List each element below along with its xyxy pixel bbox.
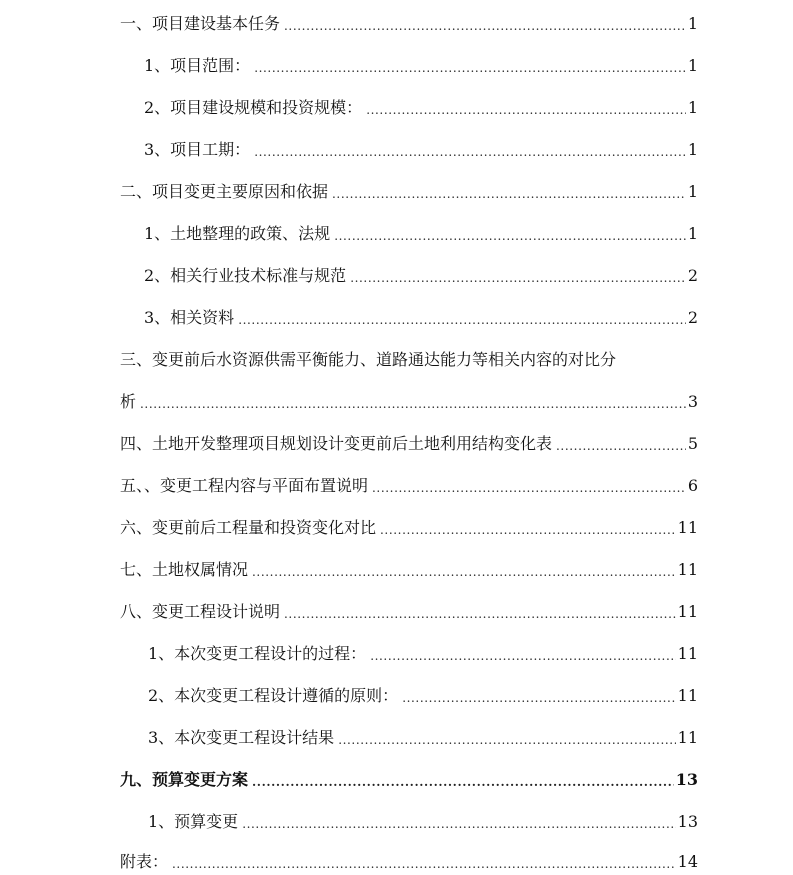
toc-entry-page: 6 bbox=[687, 476, 698, 495]
toc-entry-page: 1 bbox=[687, 98, 698, 117]
toc-entry-title: 3、本次变更工程设计结果 bbox=[148, 728, 335, 747]
toc-leader-dots bbox=[140, 394, 686, 412]
toc-entry-page: 11 bbox=[677, 644, 698, 663]
toc-leader-dots bbox=[252, 562, 676, 580]
toc-leader-dots bbox=[334, 226, 686, 244]
toc-entry-3-line1[interactable] bbox=[120, 342, 698, 370]
toc-entry-title: 八、变更工程设计说明 bbox=[120, 602, 281, 621]
toc-entry-page: 1 bbox=[687, 56, 698, 75]
toc-entry-9-1[interactable] bbox=[148, 804, 698, 832]
toc-entry-page: 1 bbox=[687, 14, 698, 33]
toc-leader-dots bbox=[254, 58, 686, 76]
toc-leader-dots bbox=[242, 814, 675, 832]
toc-entry-title: 五、、变更工程内容与平面布置说明 bbox=[120, 476, 369, 495]
toc-entry-page: 13 bbox=[677, 812, 698, 831]
toc-entry-title: 一、项目建设基本任务 bbox=[120, 14, 281, 33]
toc-entry-5[interactable] bbox=[120, 468, 698, 496]
toc-entry-title: 2、相关行业技术标准与规范 bbox=[144, 266, 347, 285]
toc-entry-title: 1、土地整理的政策、法规 bbox=[144, 224, 331, 243]
toc-entry-appendix[interactable] bbox=[120, 844, 698, 872]
toc-leader-dots bbox=[350, 268, 686, 286]
toc-entry-page: 11 bbox=[677, 560, 698, 579]
toc-entry-page: 11 bbox=[677, 518, 698, 537]
toc-entry-title: 1、项目范围： bbox=[144, 56, 251, 75]
toc-entry-page: 2 bbox=[687, 266, 698, 285]
toc-entry-title: 3、项目工期： bbox=[144, 140, 251, 159]
toc-entry-page: 3 bbox=[687, 392, 698, 411]
toc-entry-2[interactable] bbox=[120, 174, 698, 202]
toc-entry-1-3[interactable] bbox=[144, 132, 698, 160]
toc-entry-1-2[interactable] bbox=[144, 90, 698, 118]
toc-entry-page: 11 bbox=[677, 602, 698, 621]
toc-entry-7[interactable] bbox=[120, 552, 698, 580]
toc-entry-1[interactable] bbox=[120, 6, 698, 34]
toc-entry-2-1[interactable] bbox=[144, 216, 698, 244]
toc-entry-8[interactable] bbox=[120, 594, 698, 622]
toc-entry-title: 1、本次变更工程设计的过程： bbox=[148, 644, 367, 663]
toc-entry-title: 七、土地权属情况 bbox=[120, 560, 249, 579]
toc-entry-title: 九、预算变更方案 bbox=[120, 770, 249, 789]
toc-entry-3-line2[interactable] bbox=[120, 384, 698, 412]
toc-entry-title: 三、变更前后水资源供需平衡能力、道路通达能力等相关内容的对比分 bbox=[120, 350, 617, 369]
toc-entry-title: 1、预算变更 bbox=[148, 812, 239, 831]
toc-leader-dots bbox=[332, 184, 686, 202]
toc-entry-title-continued: 析 bbox=[120, 392, 137, 411]
toc-entry-page: 1 bbox=[687, 224, 698, 243]
toc-leader-dots bbox=[366, 100, 686, 118]
toc-entry-page: 2 bbox=[687, 308, 698, 327]
toc-leader-dots bbox=[172, 854, 676, 872]
toc-entry-1-1[interactable] bbox=[144, 48, 698, 76]
toc-entry-page: 11 bbox=[677, 728, 698, 747]
toc-entry-6[interactable] bbox=[120, 510, 698, 538]
toc-entry-page: 13 bbox=[675, 770, 698, 789]
toc-entry-page: 5 bbox=[687, 434, 698, 453]
toc-entry-page: 11 bbox=[677, 686, 698, 705]
toc-entry-8-1[interactable] bbox=[148, 636, 698, 664]
toc-entry-title: 二、项目变更主要原因和依据 bbox=[120, 182, 329, 201]
toc-leader-dots bbox=[284, 604, 676, 622]
toc-leader-dots bbox=[284, 16, 686, 34]
toc-entry-2-3[interactable] bbox=[144, 300, 698, 328]
toc-leader-dots bbox=[402, 688, 675, 706]
toc-leader-dots bbox=[254, 142, 686, 160]
toc-entry-title: 四、土地开发整理项目规划设计变更前后土地利用结构变化表 bbox=[120, 434, 553, 453]
toc-entry-page: 14 bbox=[677, 852, 698, 871]
toc-entry-title: 2、本次变更工程设计遵循的原则： bbox=[148, 686, 399, 705]
toc-entry-2-2[interactable] bbox=[144, 258, 698, 286]
toc-leader-dots bbox=[252, 772, 674, 790]
toc-leader-dots bbox=[556, 436, 686, 454]
toc-leader-dots bbox=[338, 730, 675, 748]
cropped-heading-fragment bbox=[318, 0, 438, 2]
toc-leader-dots bbox=[372, 478, 686, 496]
toc-entry-title: 2、项目建设规模和投资规模： bbox=[144, 98, 363, 117]
toc-entry-title: 附表： bbox=[120, 852, 169, 871]
toc-leader-dots bbox=[238, 310, 686, 328]
toc-entry-8-3[interactable] bbox=[148, 720, 698, 748]
toc-entry-9[interactable] bbox=[120, 762, 698, 790]
toc-leader-dots bbox=[370, 646, 675, 664]
toc-entry-title: 六、变更前后工程量和投资变化对比 bbox=[120, 518, 377, 537]
toc-leader-dots bbox=[380, 520, 676, 538]
toc-entry-page: 1 bbox=[687, 182, 698, 201]
toc-entry-page: 1 bbox=[687, 140, 698, 159]
toc-entry-4[interactable] bbox=[120, 426, 698, 454]
toc-entry-title: 3、相关资料 bbox=[144, 308, 235, 327]
toc-entry-8-2[interactable] bbox=[148, 678, 698, 706]
